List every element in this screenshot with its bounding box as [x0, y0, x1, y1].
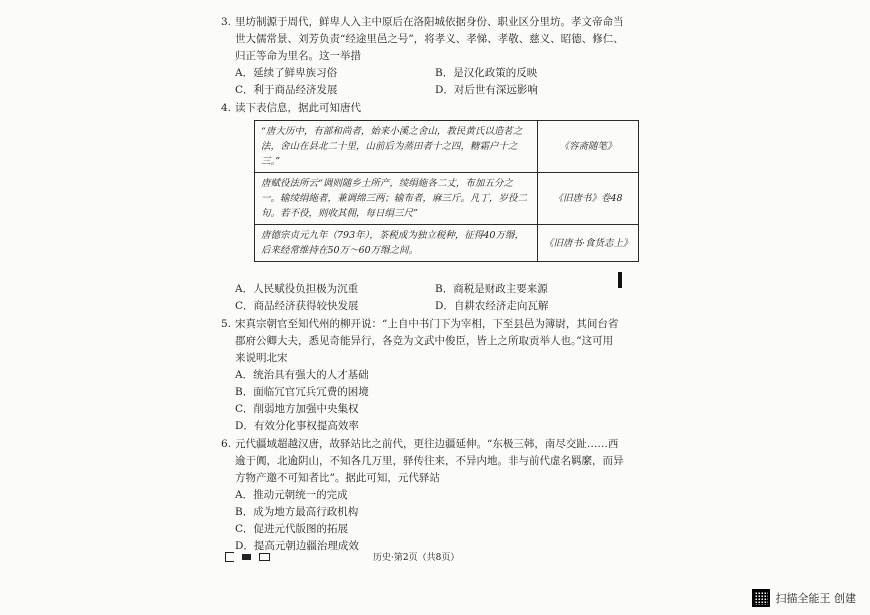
- table-source: 《旧唐书·食货志上》: [538, 225, 639, 262]
- table-quote: 唐赋役法所云“调则随乡土所产，绫绢絁各二丈，布加五分之一。输绫绢絁者，兼调绵三两；输布者，麻三斤。凡丁，岁役二旬。若不役，则收其佣，每日绢三尺”: [255, 173, 538, 225]
- bracket-icon: [225, 552, 234, 562]
- table-quote: 唐德宗贞元九年（793年），茶税成为独立税种，征得40万缗，后来经常维持在50万～60万缗之间。: [255, 225, 538, 262]
- question-4: [221, 100, 641, 117]
- table-row: [255, 225, 639, 262]
- option-a[interactable]: A．延续了鲜卑族习俗: [235, 67, 338, 79]
- scanner-watermark: [752, 589, 857, 607]
- stem-line: 归正等命为里名。这一举措: [235, 50, 361, 62]
- table-quote: “唐大历中，有部和尚者，始来小溪之舍山，教民黄氏以造茗之法，舍山在县北二十里，山前后为蒸田者十之四，糖霜户十之三。”: [255, 121, 538, 173]
- options: [221, 281, 641, 315]
- question-number: 5.: [221, 318, 232, 330]
- question-5: [221, 316, 641, 435]
- option-c[interactable]: C．促进元代版图的拓展: [235, 523, 349, 535]
- stem-line: 逾于阗，北逾阴山，不知各几万里，驿传往来，不异内地。非与前代虚名羁縻，而异: [235, 455, 624, 467]
- question-5-stem: [221, 316, 641, 333]
- option-a[interactable]: A．统治具有强大的人才基础: [235, 369, 369, 381]
- stem-line: 元代疆域超越汉唐，故驿站比之前代，更往边疆延伸。“东极三韩，南尽交趾……西: [235, 438, 619, 450]
- watermark-text: 扫描全能王 创建: [775, 592, 856, 605]
- option-a[interactable]: A．推动元朝统一的完成: [235, 489, 348, 501]
- question-number: 3.: [221, 16, 232, 28]
- question-4-options: [221, 281, 641, 315]
- page-footer: [221, 550, 641, 564]
- table-source: 《容斋随笔》: [538, 121, 639, 173]
- table-row: [255, 121, 639, 173]
- question-6-stem: [221, 436, 641, 453]
- options: [221, 367, 641, 435]
- option-d[interactable]: D．对后世有深远影响: [435, 84, 538, 96]
- stem-line: 里坊制源于周代，鲜卑人入主中原后在洛阳城依据身份、职业区分里坊。孝文帝命当: [235, 16, 624, 28]
- page-number: 历史·第2页（共8页）: [373, 553, 460, 563]
- options: [221, 487, 641, 555]
- open-rect-icon: [259, 553, 270, 561]
- footer-marks: [225, 552, 270, 562]
- page-content: [221, 0, 651, 615]
- stem-line: 来说明北宋: [235, 352, 288, 364]
- option-c[interactable]: C．利于商品经济发展: [235, 84, 338, 96]
- options: [221, 65, 641, 99]
- question-number: 6.: [221, 438, 232, 450]
- table-source: 《旧唐书》卷48: [538, 173, 639, 225]
- option-d[interactable]: D．自耕农经济走向瓦解: [435, 300, 549, 312]
- option-b[interactable]: B．商税是财政主要来源: [435, 283, 548, 295]
- qr-code-icon: [752, 589, 770, 607]
- stem-line: 郡府公卿大夫，悉见奇能异行，各竞为文武中俊臣，皆上之所取贡举人也。”这可用: [235, 335, 614, 347]
- question-4-stem: [221, 100, 641, 117]
- option-c[interactable]: C．削弱地方加强中央集权: [235, 403, 359, 415]
- filled-rect-icon: [242, 554, 251, 560]
- stem-line: 方物产邀不可知者比”。据此可知，元代驿站: [235, 472, 440, 484]
- question-6: [221, 436, 641, 555]
- option-c[interactable]: C．商品经济获得较快发展: [235, 300, 359, 312]
- option-b[interactable]: B．面临冗官冗兵冗费的困境: [235, 386, 369, 398]
- scan-mark: [618, 272, 622, 288]
- option-b[interactable]: B．成为地方最高行政机构: [235, 506, 359, 518]
- stem-line: 世大儒常景、刘芳负责“经途里邑之号”，将孝义、孝悌、孝敬、慈义、昭德、修仁、: [235, 33, 624, 45]
- stem-line: 宋真宗朝官至知代州的柳开说：“上自中书门下为宰相，下至县邑为簿尉，其间台省: [235, 318, 619, 330]
- option-d[interactable]: D．提高元朝边疆治理成效: [235, 540, 359, 552]
- source-table: [254, 120, 639, 262]
- option-a[interactable]: A．人民赋役负担极为沉重: [235, 283, 359, 295]
- question-number: 4.: [221, 102, 232, 114]
- table-row: [255, 173, 639, 225]
- question-3-stem: [221, 14, 641, 31]
- option-d[interactable]: D．有效分化事权提高效率: [235, 420, 359, 432]
- stem-line: 读下表信息，据此可知唐代: [235, 102, 361, 114]
- option-b[interactable]: B．是汉化政策的反映: [435, 67, 538, 79]
- question-3: [221, 14, 641, 99]
